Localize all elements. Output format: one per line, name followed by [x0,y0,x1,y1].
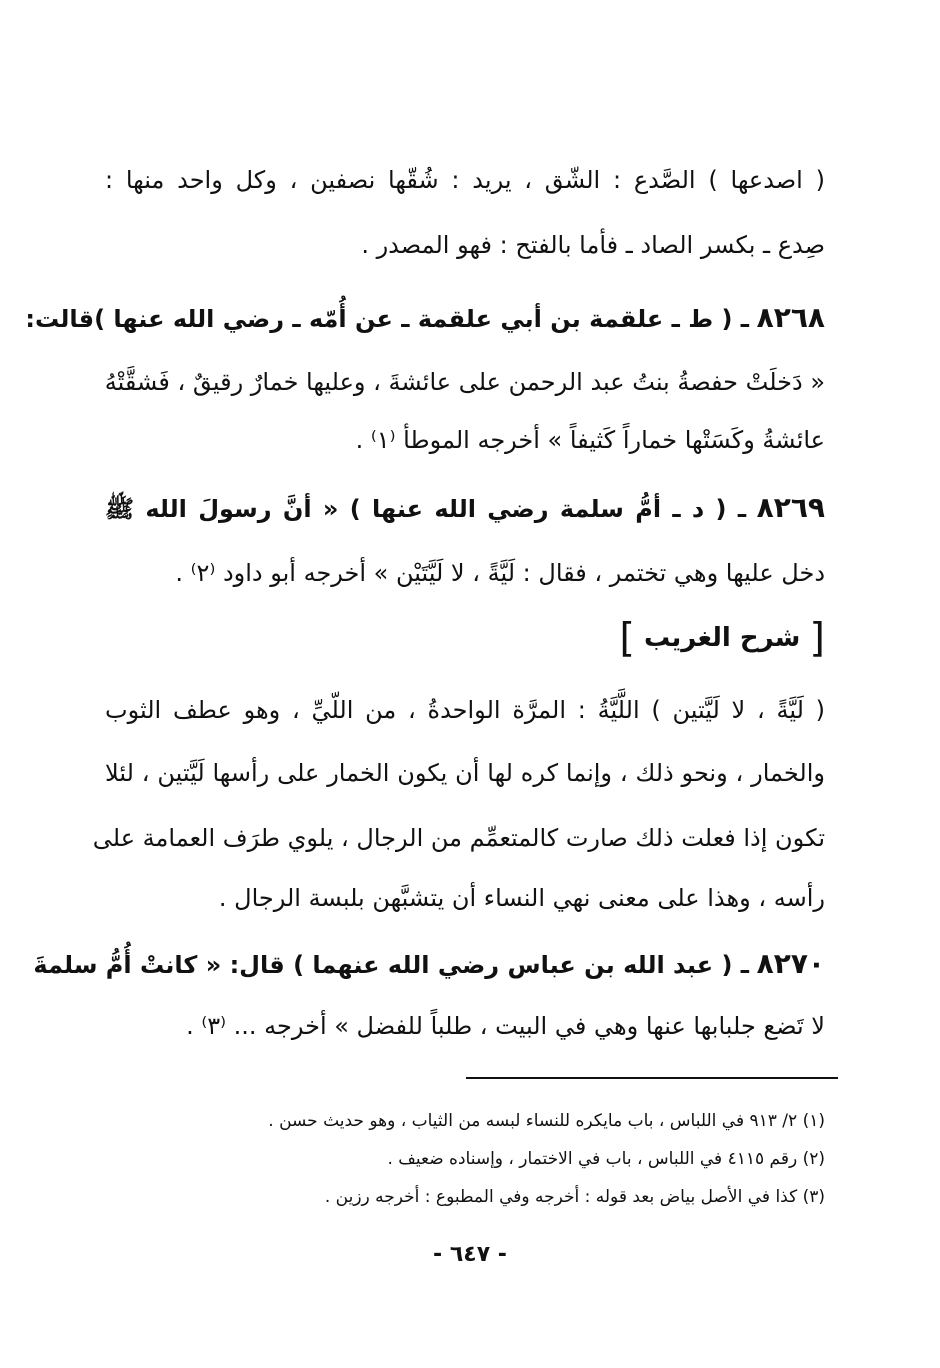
gharib-line-1: ( لَيَّةً ، لا لَيَّتين ) اللَّيَّةُ : المرَّة الواحدةُ ، من اللّيِّ ، وهو عطف الثوب [105,696,825,724]
footnote-3: (٣) كذا في الأصل بياض بعد قوله : أخرجه وفي المطبوع : أخرجه رزين . [324,1187,825,1207]
entry-8268-line-3: عائشةُ وكَسَتْها خماراً كَثيفاً » أخرجه الموطأ ⁽١⁾ . [355,426,825,454]
entry-number: ٨٢٦٩ [756,491,825,524]
heading-bracket-close: ] [619,615,635,662]
entry-8268-line-2: « دَخلَتْ حفصةُ بنتُ عبد الرحمن على عائشةَ ، وعليها خمارٌ رقيقٌ ، فَشقَّتْهُ [104,368,825,396]
body-line-2: صِدع ـ بكسر الصاد ـ فأما بالفتح : فهو المصدر . [361,231,825,259]
footnote-1: (١) ٢/ ٩١٣ في اللباس ، باب مايكره للنساء لبسه من الثياب ، وهو حديث حسن . [268,1111,825,1131]
section-heading [619,615,825,662]
entry-8270-line-2: لا تَضع جلبابها عنها وهي في البيت ، طلباً للفضل » أخرجه ... ⁽٣⁾ . [186,1012,825,1040]
entry-8269-line-2: دخل عليها وهي تختمر ، فقال : لَيَّةً ، لا لَيَّتَيْن » أخرجه أبو داود ⁽٢⁾ . [175,559,825,587]
footnote-separator [466,1077,838,1079]
gharib-line-3: تكون إذا فعلت ذلك صارت كالمتعمِّم من الرجال ، يلوي طرَف العمامة على [92,824,825,852]
entry-8269-line-1 [105,488,825,532]
entry-8268-line-1 [25,298,825,342]
entry-number: ٨٢٧٠ [756,947,825,980]
entry-number: ٨٢٦٨ [756,301,825,334]
entry-text: ـ ( عبد الله بن عباس رضي الله عنهما ) قال: « كانتْ أُمُّ سلمةَ [33,951,749,979]
footnote-2: (٢) رقم ٤١١٥ في اللباس ، باب في الاختمار ، وإسناده ضعيف . [387,1149,825,1169]
heading-bracket-open: [ [809,615,825,662]
heading-title: شرح الغريب [643,623,801,653]
entry-8270-line-1 [33,944,825,988]
entry-text: ـ ( ط ـ علقمة بن أبي علقمة ـ عن أُمّه ـ رضي الله عنها )قالت: [25,305,749,333]
gharib-line-2: والخمار ، ونحو ذلك ، وإنما كره لها أن يكون الخمار على رأسها لَيَّتين ، لئلا [105,759,825,787]
body-line-1: ( اصدعها ) الصَّدع : الشّق ، يريد : شُقّها نصفين ، وكل واحد منها : [105,166,825,194]
entry-text: ـ ( د ـ أمُّ سلمة رضي الله عنها ) « أنَّ رسولَ الله ﷺ [105,495,747,523]
page-number: - ٦٤٧ - [433,1242,507,1267]
gharib-line-4: رأسه ، وهذا على معنى نهي النساء أن يتشبَّهن بلبسة الرجال . [218,884,825,912]
